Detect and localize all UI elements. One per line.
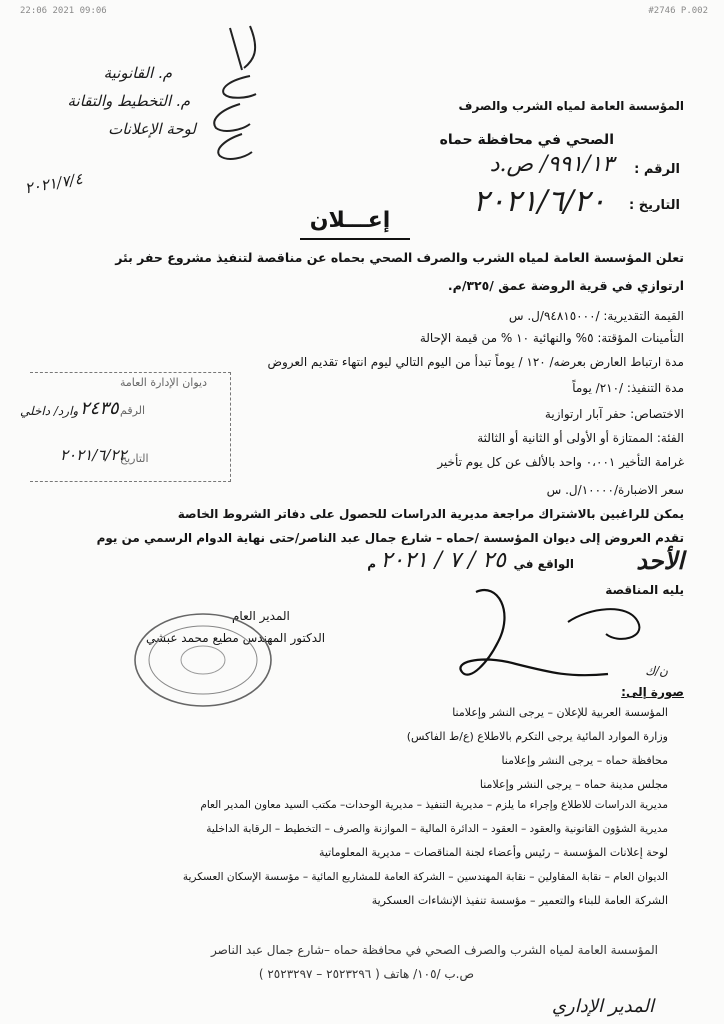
session-suffix: م [367,557,376,571]
session-date: ٢٥ / ٧ / ٢٠٢١ [380,548,506,573]
org-name-line1: المؤسسة العامة لمياه الشرب والصرف [458,99,684,113]
signatory-name: الدكتور المهندس مطيع محمد عبشي [146,631,326,645]
intro-line-1: تعلن المؤسسة العامة لمياه الشرب والصرف الصحي بحماه عن مناقصة لتنفيذ مشروع حفر بئر [115,250,684,265]
routing-note-planning: م. التخطيط والتقانة [67,92,190,110]
distribution-item: مديرية الدراسات للاطلاع وإجراء ما يلزم – مديرية التنفيذ – مديرية الوحدات– مكتب السيد معاون المدير العام [200,799,668,811]
handwritten-date-mark: ٢٠٢١/٧/٤ [23,169,84,198]
submission-text: تقدم العروض إلى ديوان المؤسسة /حماه – شارع جمال عبد الناصر/حتى نهاية الدوام الرسمي من يوم [96,531,684,545]
distribution-item: مجلس مدينة حماه – يرجى النشر وإعلامنا [479,778,668,791]
footer-address: المؤسسة العامة لمياه الشرب والصرف الصحي في محافظة حماه –شارع جمال عبد الناصر [211,943,658,957]
signatory-title: المدير العام [232,609,290,623]
distribution-item: لوحة إعلانات المؤسسة – رئيس وأعضاء لجنة المناقصات – مديرية المعلوماتية [318,846,668,859]
footer-contact: ص.ب /١٠٥/ هاتف ( ٢٥٢٣٢٩٦ – ٢٥٢٣٢٩٧ ) [258,967,474,981]
document-title: إعـــلان [309,208,391,233]
fax-header-left: 22:06 2021 09:06 [20,6,107,16]
issue-date: ٢٠٢١/٦/٢٠ [472,184,606,219]
distribution-item: الديوان العام – نقابة المقاولين – نقابة المهندسين – الشركة العامة للمشاريع المائية – مؤسسة الإسكان العسكرية [182,871,668,883]
signature-initials: ن/ك [645,664,668,678]
intro-line-2: ارتوازي في قرية الروضة عمق /٣٢٥/م. [447,278,684,293]
copy-to-label: صورة إلى: [621,685,684,699]
routing-note-board: لوحة الإعلانات [108,120,196,138]
issue-number: ٩٩١/١٣/ ص.د [489,152,614,177]
title-underline [300,238,410,240]
stamp-date-value: ٢٠٢١/٦/٢٢ [60,446,127,464]
detail-delay-penalty: غرامة التأخير ٠،٠٠١ واحد بالألف عن كل يوم تأخير [437,455,684,469]
number-label: الرقم : [634,162,680,177]
stamp-number-label: الرقم [120,404,146,417]
detail-category: الفئة: الممتازة أو الأولى أو الثانية أو الثالثة [477,431,684,445]
followed-by-text: يليه المناقصة [605,583,684,597]
stamp-extra-note: وارد/ داخلي [20,404,79,418]
date-label: التاريخ : [629,198,680,213]
distribution-item: الشركة العامة للبناء والتعمير – مؤسسة تنفيذ الإنشاءات العسكرية [371,894,668,907]
detail-execution-period: مدة التنفيذ: /٢١٠/ يوماً [572,381,684,395]
detail-guarantees: التأمينات المؤقتة: ٥% والنهائية ١٠ % من قيمة الإحالة [419,331,684,345]
detail-commitment-period: مدة ارتباط العارض بعرضه/ ١٢٠ / يوماً تبدأ من اليوم التالي ليوم انتهاء تقديم العروض [267,355,684,369]
org-name-line2: الصحي في محافظة حماه [439,132,614,148]
stamp-date-label: التاريخ [120,452,149,465]
routing-bracket-strokes [190,20,280,190]
distribution-item: مديرية الشؤون القانونية والعقود – العقود – الدائرة المالية – الموازنة والصرف – التخطيط – الرقابة الداخلية [206,823,668,835]
stamp-header: ديوان الإدارة العامة [120,376,207,389]
distribution-item: محافظة حماه – يرجى النشر وإعلامنا [501,754,668,767]
distribution-item: وزارة الموارد المائية يرجى التكرم بالاطلاع (ع/ط الفاكس) [406,730,668,743]
detail-estimated-value: القيمة التقديرية: /٩٤٨١٥٠٠٠/ل. س [508,309,684,323]
director-signature [418,582,678,692]
session-weekday: الأحد [636,546,684,575]
detail-file-price: سعر الاضبارة/١٠٠٠٠/ل. س [546,483,684,497]
fax-header-right: #2746 P.002 [648,6,708,16]
conditions-text: يمكن للراغبين بالاشتراك مراجعة مديرية الدراسات للحصول على دفاتر الشروط الخاصة [177,507,684,521]
routing-note-legal: م. القانونية [103,64,172,82]
official-seal [128,602,278,712]
bottom-signature: المدير الإداري [551,996,654,1017]
distribution-item: المؤسسة العربية للإعلان – يرجى النشر وإعلامنا [452,706,668,719]
detail-specialization: الاختصاص: حفر آبار ارتوازية [544,407,684,421]
stamp-number-value: ٢٤٣٥ [80,398,119,419]
session-label: الواقع في [513,557,574,571]
